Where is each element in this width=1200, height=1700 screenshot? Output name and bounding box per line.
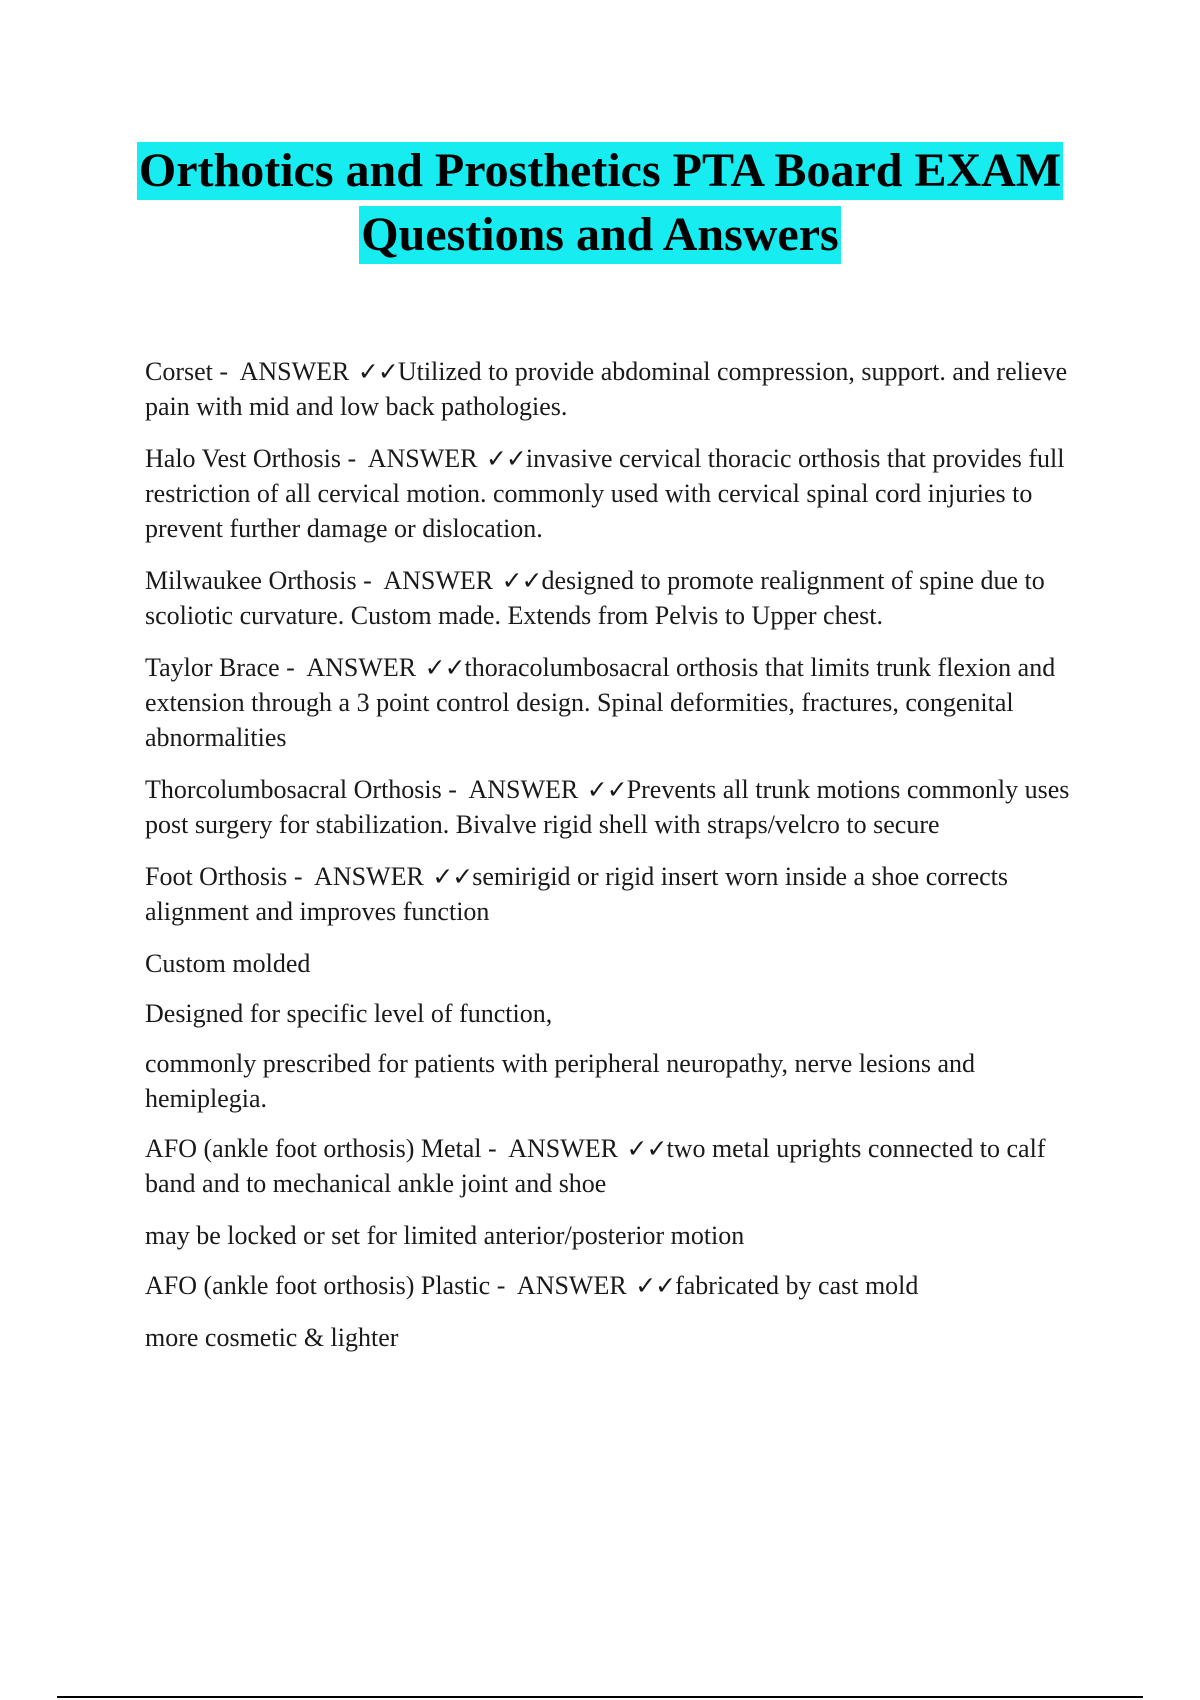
qa-entry	[145, 772, 1095, 842]
double-check-icon: ✓✓	[432, 862, 473, 891]
answer-label: ANSWER	[306, 653, 417, 682]
double-check-icon: ✓✓	[501, 566, 542, 595]
answer-label: ANSWER	[239, 357, 350, 386]
qa-extra-line: more cosmetic & lighter	[145, 1323, 399, 1352]
qa-extra-line: may be locked or set for limited anterior/posterior motion	[145, 1221, 745, 1250]
qa-entry	[145, 441, 1095, 546]
qa-separator: -	[340, 444, 368, 473]
qa-entry	[145, 859, 1095, 929]
qa-separator: -	[441, 775, 469, 804]
answer-label: ANSWER	[508, 1134, 619, 1163]
double-check-icon: ✓✓	[626, 1134, 667, 1163]
qa-entry	[145, 563, 1095, 633]
document-title	[0, 142, 1200, 270]
qa-separator: -	[212, 357, 240, 386]
answer-label: ANSWER	[516, 1271, 627, 1300]
qa-answer-text: invasive cervical thoracic orthosis that provides full restriction of all cervical motion. commonly used with cervical spinal cord injuries to prevent further damage or dislocation.	[145, 444, 1065, 543]
qa-entry	[145, 1131, 1095, 1201]
qa-term: Milwaukee Orthosis	[145, 566, 357, 595]
double-check-icon: ✓✓	[357, 357, 398, 386]
qa-separator: -	[287, 862, 315, 891]
qa-term: Foot Orthosis	[145, 862, 288, 891]
qa-answer-text: semirigid or rigid insert worn inside a shoe corrects alignment and improves function	[145, 862, 1008, 926]
qa-term: Thorcolumbosacral Orthosis	[145, 775, 442, 804]
double-check-icon: ✓✓	[586, 775, 627, 804]
qa-answer-text: two metal uprights connected to calf band and to mechanical ankle joint and shoe	[145, 1134, 1046, 1198]
qa-term: AFO (ankle foot orthosis) Metal	[145, 1134, 482, 1163]
qa-extra-line: Custom molded	[145, 949, 311, 978]
qa-answer-text: thoracolumbosacral orthosis that limits trunk flexion and extension through a 3 point control design. Spinal deformities, fractures, congenital abnormalities	[145, 653, 1056, 752]
qa-entry	[145, 1268, 1095, 1303]
double-check-icon: ✓✓	[635, 1271, 676, 1300]
qa-separator: -	[356, 566, 384, 595]
qa-entry	[145, 354, 1095, 424]
qa-separator: -	[481, 1134, 509, 1163]
qa-term: Taylor Brace	[145, 653, 280, 682]
qa-term: Halo Vest Orthosis	[145, 444, 341, 473]
qa-answer-text: Utilized to provide abdominal compression, support. and relieve pain with mid and low back pathologies.	[145, 357, 1068, 421]
qa-extra-line: Designed for specific level of function,	[145, 999, 553, 1028]
title-line-2: Questions and Answers	[359, 206, 840, 264]
qa-term: Corset	[145, 357, 213, 386]
qa-extra-line: commonly prescribed for patients with peripheral neuropathy, nerve lesions and hemiplegia.	[145, 1049, 976, 1113]
title-line-1: Orthotics and Prosthetics PTA Board EXAM	[137, 142, 1063, 200]
qa-answer-text: Prevents all trunk motions commonly uses post surgery for stabilization. Bivalve rigid shell with straps/velcro to secure	[145, 775, 1070, 839]
qa-list	[145, 354, 1095, 1370]
double-check-icon: ✓✓	[485, 444, 526, 473]
footer-rule	[57, 1696, 1143, 1698]
answer-label: ANSWER	[367, 444, 478, 473]
qa-answer-text: designed to promote realignment of spine due to scoliotic curvature. Custom made. Extends from Pelvis to Upper chest.	[145, 566, 1045, 630]
answer-label: ANSWER	[383, 566, 494, 595]
qa-entry	[145, 650, 1095, 755]
answer-label: ANSWER	[314, 862, 424, 891]
double-check-icon: ✓✓	[424, 653, 465, 682]
qa-separator: -	[490, 1271, 517, 1300]
qa-term: AFO (ankle foot orthosis) Plastic	[145, 1271, 491, 1300]
answer-label: ANSWER	[468, 775, 579, 804]
qa-answer-text: fabricated by cast mold	[675, 1271, 919, 1300]
qa-separator: -	[279, 653, 307, 682]
